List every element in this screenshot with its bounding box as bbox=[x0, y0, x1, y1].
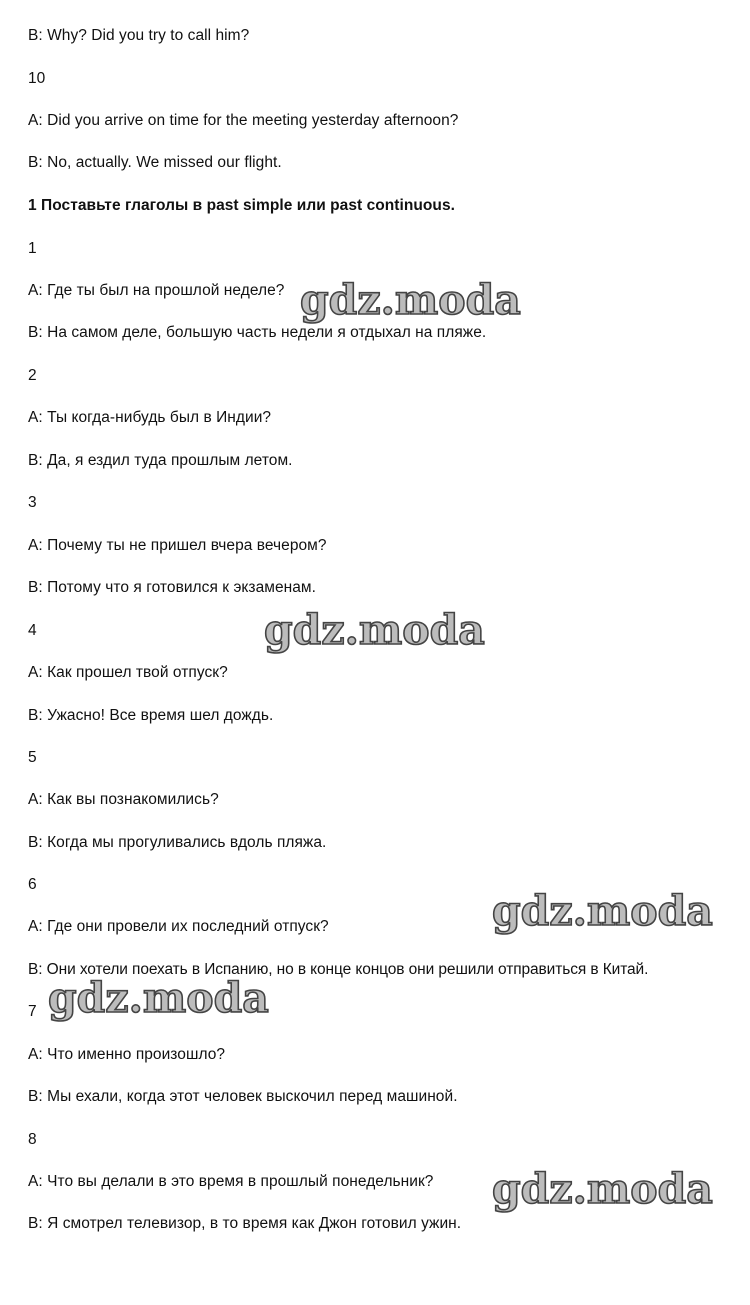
watermark: gdz.moda bbox=[48, 974, 269, 1022]
exercise-number: 2 bbox=[28, 367, 37, 384]
watermark: gdz.moda bbox=[492, 887, 713, 935]
exercise-number: 10 bbox=[28, 70, 46, 87]
dialogue-line: A: Что именно произошло? bbox=[28, 1046, 226, 1063]
dialogue-line: B: Когда мы прогуливались вдоль пляжа. bbox=[28, 834, 327, 851]
exercise-number: 7 bbox=[28, 1003, 37, 1020]
dialogue-line: B: No, actually. We missed our flight. bbox=[28, 154, 282, 171]
dialogue-line: A: Ты когда-нибудь был в Индии? bbox=[28, 409, 272, 426]
dialogue-line: B: Они хотели поехать в Испанию, но в конце концов они решили отправиться в Китай. bbox=[28, 961, 649, 978]
exercise-number: 4 bbox=[28, 622, 37, 639]
dialogue-line: A: Что вы делали в это время в прошлый понедельник? bbox=[28, 1173, 434, 1190]
watermark: gdz.moda bbox=[492, 1165, 713, 1213]
exercise-number: 3 bbox=[28, 494, 37, 511]
exercise-heading: 1 Поставьте глаголы в past simple или past continuous. bbox=[28, 197, 455, 214]
exercise-number: 6 bbox=[28, 876, 37, 893]
exercise-number: 8 bbox=[28, 1131, 37, 1148]
exercise-number: 5 bbox=[28, 749, 37, 766]
exercise-number: 1 bbox=[28, 240, 37, 257]
dialogue-line: A: Почему ты не пришел вчера вечером? bbox=[28, 537, 327, 554]
dialogue-line: A: Где они провели их последний отпуск? bbox=[28, 918, 329, 935]
dialogue-line: B: Потому что я готовился к экзаменам. bbox=[28, 579, 316, 596]
watermark: gdz.moda bbox=[300, 276, 521, 324]
dialogue-line: A: Did you arrive on time for the meeting yesterday afternoon? bbox=[28, 112, 459, 129]
dialogue-line: B: Я смотрел телевизор, в то время как Джон готовил ужин. bbox=[28, 1215, 462, 1232]
dialogue-line: B: На самом деле, большую часть недели я отдыхал на пляже. bbox=[28, 324, 487, 341]
dialogue-line: B: Мы ехали, когда этот человек выскочил перед машиной. bbox=[28, 1088, 458, 1105]
dialogue-line: B: Why? Did you try to call him? bbox=[28, 27, 250, 44]
dialogue-line: A: Как прошел твой отпуск? bbox=[28, 664, 228, 681]
dialogue-line: A: Где ты был на прошлой неделе? bbox=[28, 282, 285, 299]
watermark: gdz.moda bbox=[264, 606, 485, 654]
dialogue-line: B: Ужасно! Все время шел дождь. bbox=[28, 707, 274, 724]
dialogue-line: A: Как вы познакомились? bbox=[28, 791, 219, 808]
dialogue-line: B: Да, я ездил туда прошлым летом. bbox=[28, 452, 293, 469]
